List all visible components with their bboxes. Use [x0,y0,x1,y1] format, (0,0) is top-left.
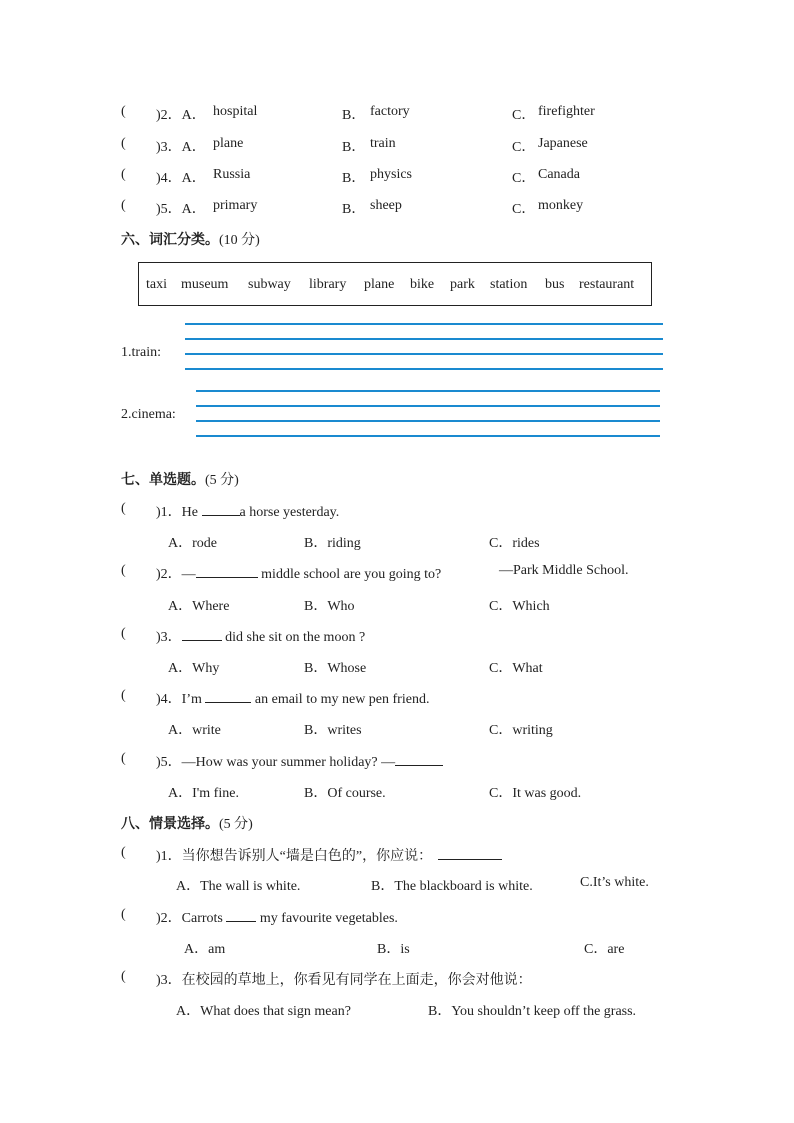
answer-paren: ( [121,198,126,213]
section-score: (5 分) [219,817,253,832]
answer-line [185,368,663,370]
category-train-label: 1.train: [121,345,162,360]
option-b: B．You shouldn’t keep off the grass. [428,1004,637,1019]
word-bus: bus [545,277,565,292]
question-7-2-answer: —Park Middle School. [499,563,629,578]
option-a: A．Why [168,661,220,676]
question-8-1: )1．当你想告诉别人“墙是白色的”，你应说： [156,845,502,865]
answer-line [196,405,660,407]
word-bike: bike [410,277,435,292]
word-restaurant: restaurant [579,277,635,292]
word-plane: plane [364,277,395,292]
option-c: Japanese [538,136,588,151]
option-b: physics [370,167,412,182]
option-a: A．Where [168,599,230,614]
option-a: plane [213,136,244,151]
option-b: B．The blackboard is white. [371,879,533,894]
option-a: Russia [213,167,251,182]
option-c: C.It’s white. [580,875,649,890]
word-library: library [309,277,347,292]
option-c: monkey [538,198,584,213]
question-number: )5．A． [156,202,206,217]
option-a: hospital [213,104,258,119]
option-a: A．The wall is white. [176,879,301,894]
option-b: B．is [377,942,410,957]
question-7-4: )4．I’m an email to my new pen friend. [156,688,429,708]
option-b-label: B． [342,171,366,186]
word-taxi: taxi [146,277,167,292]
option-c: C．writing [489,723,553,738]
option-c: firefighter [538,104,595,119]
answer-paren: ( [121,501,126,516]
option-b-label: B． [342,108,366,123]
question-number: )4．A． [156,171,206,186]
option-c: C．rides [489,536,540,551]
option-a: primary [213,198,258,213]
question-7-5: )5．—How was your summer holiday? — [156,751,443,771]
option-c: C．What [489,661,543,676]
word-station: station [490,277,528,292]
option-a: A．rode [168,536,217,551]
answer-line [196,435,660,437]
option-c: C．are [584,942,625,957]
question-number: )2．A． [156,108,206,123]
option-c-label: C． [512,202,536,217]
answer-paren: ( [121,688,126,703]
section8-heading [121,813,253,833]
answer-paren: ( [121,104,126,119]
section-score: (5 分) [205,473,239,488]
question-7-2: )2．— middle school are you going to? [156,563,441,583]
question-8-2: )2．Carrots my favourite vegetables. [156,907,398,927]
answer-paren: ( [121,907,126,922]
section-title: 六、词汇分类。 [121,232,219,248]
option-c: Canada [538,167,580,182]
section-title: 八、情景选择。 [121,816,219,832]
option-b: train [370,136,396,151]
question-8-3: )3．在校园的草地上，你看见有同学在上面走，你会对他说： [156,973,532,988]
option-c-label: C． [512,171,536,186]
answer-paren: ( [121,167,126,182]
question-7-1: )1．He a horse yesterday. [156,501,339,521]
answer-line [196,420,660,422]
section7-heading [121,469,239,489]
option-a: A．write [168,723,221,738]
option-b: factory [370,104,410,119]
question-7-3: )3． did she sit on the moon ? [156,626,365,646]
section-score: (10 分) [219,233,260,248]
answer-paren: ( [121,751,126,766]
answer-paren: ( [121,969,126,984]
option-c-label: C． [512,108,536,123]
option-b: B．Of course. [304,786,386,801]
word-park: park [450,277,475,292]
option-b: sheep [370,198,402,213]
section6-heading [121,229,260,249]
option-c-label: C． [512,140,536,155]
answer-paren: ( [121,136,126,151]
category-cinema-label: 2.cinema: [121,407,176,422]
answer-paren: ( [121,845,126,860]
option-b: B．Whose [304,661,367,676]
question-number: )3．A． [156,140,206,155]
option-b: B．riding [304,536,361,551]
answer-line [185,323,663,325]
option-b-label: B． [342,140,366,155]
word-subway: subway [248,277,291,292]
option-b: B．writes [304,723,362,738]
option-c: C．It was good. [489,786,582,801]
option-a: A．What does that sign mean? [176,1004,351,1019]
word-bank-box [138,262,652,306]
answer-line [196,390,660,392]
option-b: B．Who [304,599,355,614]
word-museum: museum [181,277,229,292]
answer-line [185,338,663,340]
option-a: A．am [184,942,226,957]
section-title: 七、单选题。 [121,472,205,488]
option-a: A．I'm fine. [168,786,239,801]
answer-paren: ( [121,626,126,641]
answer-line [185,353,663,355]
answer-paren: ( [121,563,126,578]
option-b-label: B． [342,202,366,217]
option-c: C．Which [489,599,550,614]
